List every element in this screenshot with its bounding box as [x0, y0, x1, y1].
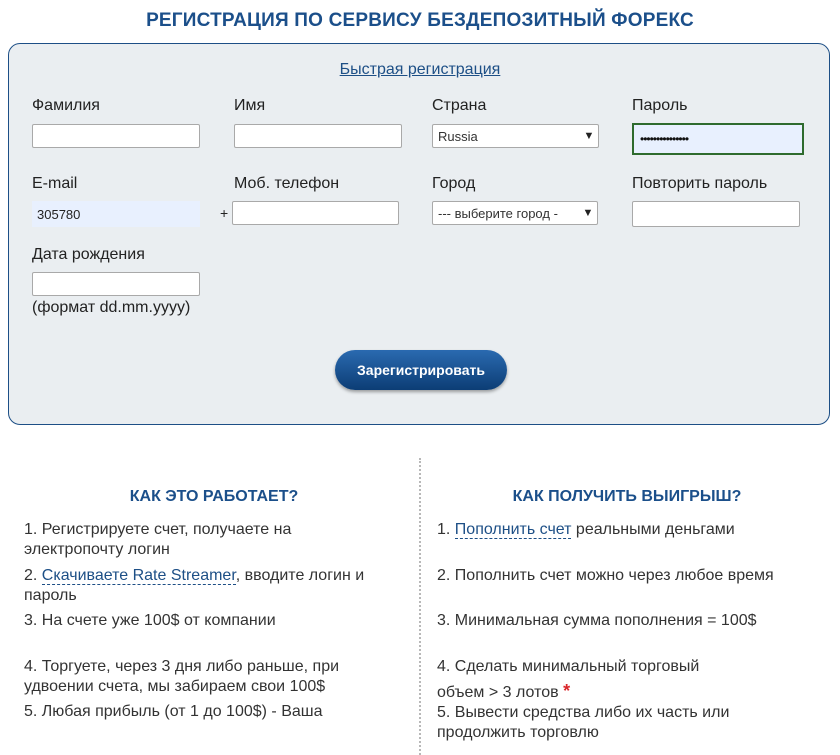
firstname-label: Имя — [234, 97, 266, 114]
column-divider — [419, 458, 421, 755]
list-item: 1. Пополнить счет реальными деньгами — [437, 521, 735, 538]
email-label: E-mail — [32, 175, 78, 192]
list-item: 1. Регистрируете счет, получаете на электропочту логин — [24, 521, 292, 558]
city-select[interactable] — [432, 201, 598, 225]
page-title: РЕГИСТРАЦИЯ ПО СЕРВИСУ БЕЗДЕПОЗИТНЫЙ ФОРЕКС — [146, 10, 694, 31]
email-value: 305780 — [37, 206, 81, 222]
birthdate-label: Дата рождения — [32, 246, 145, 263]
phone-input[interactable] — [232, 201, 399, 225]
how-it-works-title: КАК ЭТО РАБОТАЕТ? — [129, 488, 299, 505]
lastname-input[interactable] — [32, 124, 200, 148]
quick-registration-link[interactable]: Быстрая регистрация — [339, 61, 501, 78]
country-selected-value: Russia — [438, 128, 478, 144]
list-item: 3. На счете уже 100$ от компании — [24, 612, 276, 629]
city-label: Город — [432, 175, 476, 192]
chevron-down-icon: ▼ — [582, 207, 594, 219]
password-label: Пароль — [632, 97, 688, 114]
birthdate-format-hint: (формат dd.mm.yyyy) — [32, 299, 191, 316]
country-select[interactable] — [432, 124, 599, 148]
list-item: 2. Скачиваете Rate Streamer, вводите логин и пароль — [24, 567, 365, 604]
register-button[interactable]: Зарегистрировать — [335, 350, 507, 390]
password-input[interactable] — [632, 123, 804, 155]
deposit-link[interactable]: Пополнить счет — [454, 521, 572, 538]
list-item: 5. Любая прибыль (от 1 до 100$) - Ваша — [24, 703, 323, 720]
list-item: 4. Сделать минимальный торговый объем > 3 лотов * — [437, 658, 700, 701]
list-item: 3. Минимальная сумма пополнения = 100$ — [437, 612, 757, 629]
required-star: * — [563, 681, 571, 701]
list-item: 5. Вывести средства либо их часть или продолжить торговлю — [437, 704, 730, 741]
list-item: 4. Торгуете, через 3 дня либо раньше, при удвоении счета, мы забираем свои 100$ — [24, 658, 340, 695]
firstname-input[interactable] — [234, 124, 402, 148]
repeat-password-label: Повторить пароль — [632, 175, 768, 192]
email-input[interactable] — [32, 201, 200, 227]
lastname-label: Фамилия — [32, 97, 100, 114]
registration-form — [8, 43, 830, 425]
phone-label: Моб. телефон — [234, 175, 340, 192]
city-selected-value: --- выберите город - — [438, 205, 558, 221]
download-rate-streamer-link[interactable]: Скачиваете Rate Streamer — [41, 567, 236, 584]
list-item: 2. Пополнить счет можно через любое время — [437, 567, 774, 584]
password-mask: ••••••••••••••• — [640, 132, 689, 146]
phone-prefix: + — [220, 205, 229, 221]
chevron-down-icon: ▼ — [583, 130, 595, 142]
birthdate-input[interactable] — [32, 272, 200, 296]
country-label: Страна — [432, 97, 487, 114]
how-to-get-title: КАК ПОЛУЧИТЬ ВЫИГРЫШ? — [512, 488, 742, 505]
repeat-password-input[interactable] — [632, 201, 800, 227]
